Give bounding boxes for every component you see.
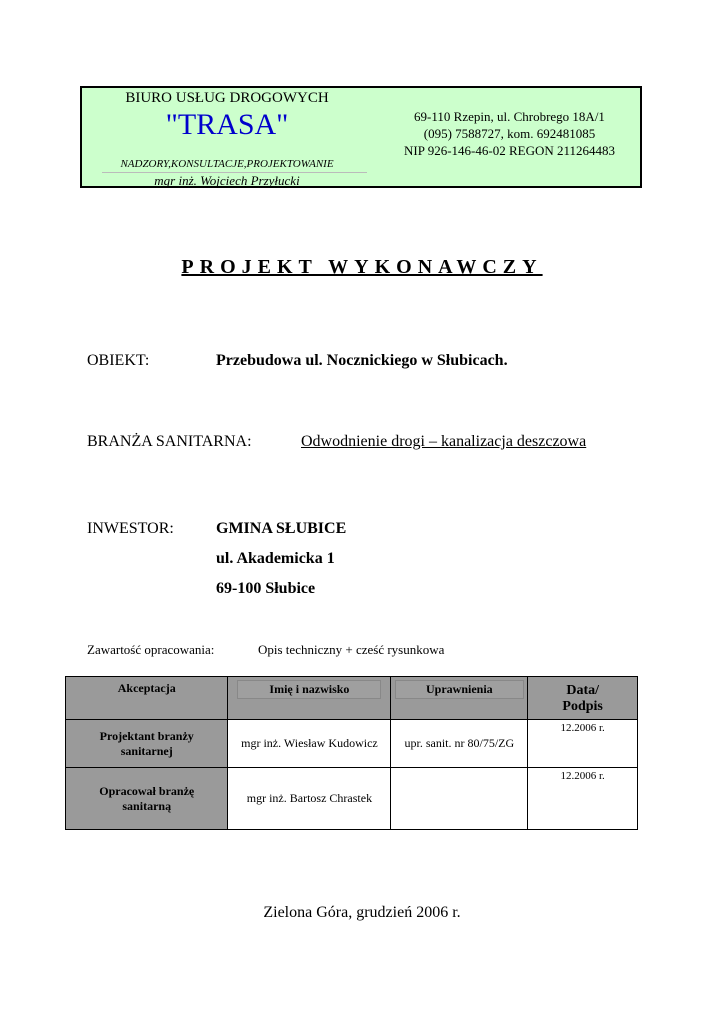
investor-street: ul. Akademicka 1 [216, 550, 335, 567]
object-label: OBIEKT: [87, 352, 150, 369]
object-value: Przebudowa ul. Nocznickiego w Słubicach. [216, 352, 508, 369]
page-title: PROJEKT WYKONAWCZY [181, 256, 543, 278]
header-license [391, 677, 528, 720]
contents-value: Opis techniczny + cześć rysunkowa [258, 642, 445, 657]
row-role [66, 768, 228, 830]
letterhead-left [82, 88, 372, 186]
address-line: 69-110 Rzepin, ul. Chrobrego 18A/1 [414, 109, 605, 124]
row-date: 12.2006 r. [528, 720, 638, 768]
contents-label: Zawartość opracowania: [87, 642, 215, 657]
header-date-signature [528, 677, 638, 720]
investor-city: 69-100 Słubice [216, 580, 316, 597]
ids-line: NIP 926-146-46-02 REGON 211264483 [404, 143, 615, 158]
row-name: mgr inż. Bartosz Chrastek [228, 768, 391, 830]
place-date-footer: Zielona Góra, grudzień 2006 r. [263, 904, 461, 921]
branch-label: BRANŻA SANITARNA: [87, 433, 252, 450]
letterhead [80, 86, 642, 188]
table-row [66, 720, 638, 768]
header-name [228, 677, 391, 720]
row-date: 12.2006 r. [528, 768, 638, 830]
investor-name: GMINA SŁUBICE [216, 520, 347, 537]
branch-value: Odwodnienie drogi – kanalizacja deszczowa [301, 433, 587, 450]
header-label: Data/ [566, 683, 599, 698]
services-line: NADZORY,KONSULTACJE,PROJEKTOWANIE [120, 158, 334, 170]
row-license [391, 768, 528, 830]
row-role [66, 720, 228, 768]
letterhead-contact [377, 108, 642, 159]
company-line: BIURO USŁUG DROGOWYCH [125, 90, 329, 106]
investor-label: INWESTOR: [87, 520, 174, 537]
role-line: Opracował branżę [99, 783, 195, 798]
header-label: Imię i nazwisko [237, 680, 381, 699]
role-line: sanitarnej [120, 743, 173, 758]
brand-name: "TRASA" [165, 108, 289, 141]
table-header-row [66, 677, 638, 720]
row-name: mgr inż. Wiesław Kudowicz [228, 720, 391, 768]
header-label: Uprawnienia [395, 680, 524, 699]
owner-name: mgr inż. Wojciech Przyłucki [154, 173, 300, 188]
role-line: sanitarną [122, 798, 172, 813]
table-row [66, 768, 638, 830]
header-label: Podpis [562, 699, 603, 714]
acceptance-table [65, 676, 638, 830]
phone-line: (095) 7588727, kom. 692481085 [423, 126, 596, 141]
row-license: upr. sanit. nr 80/75/ZG [391, 720, 528, 768]
header-label: Akceptacja [117, 681, 176, 695]
header-acceptance [66, 677, 228, 720]
role-line: Projektant branży [99, 728, 194, 743]
